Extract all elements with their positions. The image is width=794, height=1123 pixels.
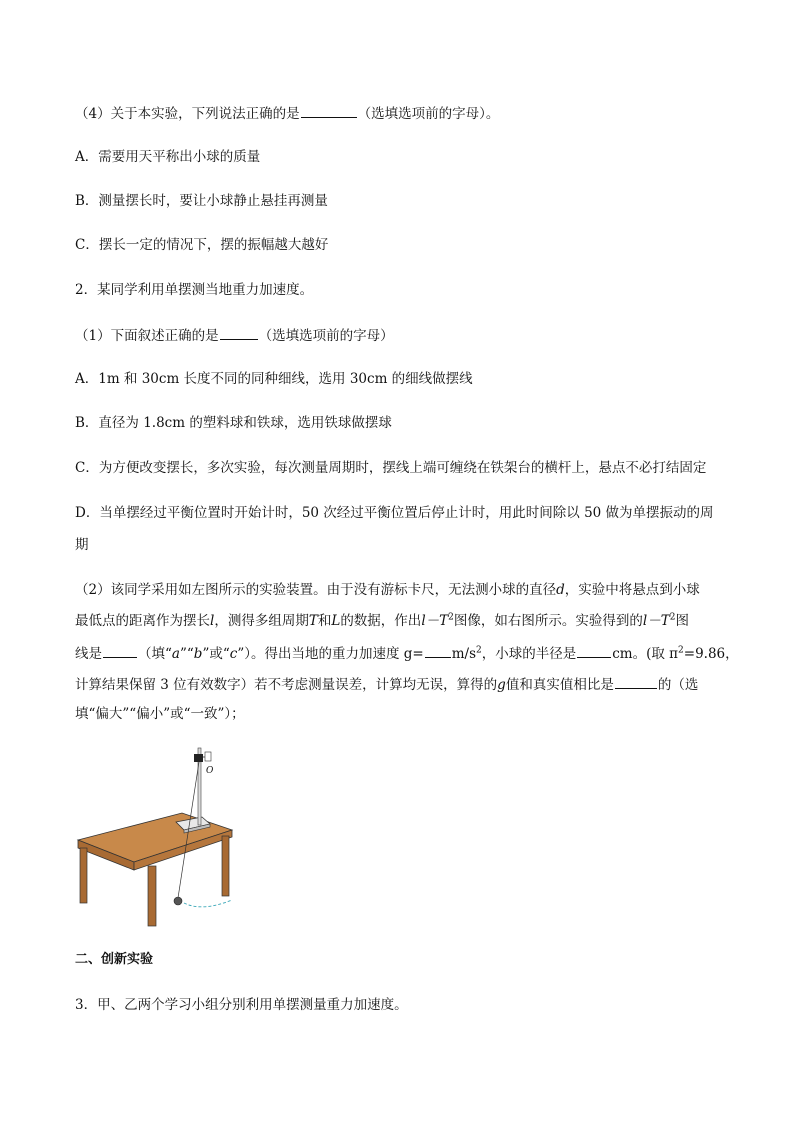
- clamp: [194, 754, 203, 762]
- text: 图: [675, 613, 689, 629]
- text: =9.86，: [683, 646, 739, 662]
- q2-p1-option-d-cont: 期: [75, 537, 89, 553]
- text: ，小球的半径是: [481, 646, 577, 662]
- q2-p1-option-b: B．直径为 1.8cm 的塑料球和铁球，选用铁球做摆球: [75, 415, 392, 431]
- text: cm。(取 π: [612, 646, 679, 662]
- text: （2）该同学采用如左图所示的实验装置。由于没有游标卡尺，无法测小球的直径: [75, 582, 557, 598]
- q2-p1-option-c: C．为方便改变摆长，多次实验，每次测量周期时，摆线上端可缠绕在铁架台的横杆上，悬点不必打结固定: [75, 460, 707, 476]
- text: m/s: [451, 646, 476, 662]
- q4-option-c: C．摆长一定的情况下，摆的振幅越大越好: [75, 237, 329, 253]
- text: 最低点的距离作为摆长: [75, 613, 210, 629]
- curve-answer-blank[interactable]: [103, 643, 137, 658]
- var-L: L: [331, 613, 341, 629]
- var-l: l: [210, 613, 215, 629]
- q2-p1-stem-text: （1）下面叙述正确的是: [75, 328, 219, 344]
- text: 的（选: [657, 677, 699, 693]
- text: 值和真实值相比是: [505, 677, 614, 693]
- table-leg: [222, 836, 229, 896]
- text: 的数据，作出: [340, 613, 422, 629]
- comparison-answer-blank[interactable]: [615, 674, 657, 689]
- var-T: T: [308, 613, 318, 629]
- q2-p1-stem: [75, 325, 394, 345]
- graph-label-2: l－T: [642, 613, 670, 629]
- q4-stem-text: （4）关于本实验，下列说法正确的是: [75, 106, 300, 122]
- var-a: a: [171, 646, 180, 662]
- q2-p1-stem-suffix: （选填选项前的字母）: [258, 328, 394, 344]
- text: （填“: [138, 646, 172, 662]
- text: 线是: [75, 646, 102, 662]
- text: ，测得多组周期: [214, 613, 309, 629]
- q2-p2-line5: 填“偏大”“偏小”或“一致”）；: [75, 706, 245, 722]
- sup: 2: [669, 612, 676, 623]
- q4-stem: [75, 103, 499, 123]
- q4-option-a: A．需要用天平称出小球的质量: [75, 149, 261, 165]
- text: ”“: [179, 646, 194, 662]
- text: ”或“: [202, 646, 230, 662]
- var-d: d: [556, 582, 565, 598]
- text: ”）。得出当地的重力加速度 g=: [237, 646, 424, 662]
- q3-title: 3．甲、乙两个学习小组分别利用单摆测量重力加速度。: [75, 997, 408, 1013]
- q2-p1-answer-blank[interactable]: [220, 325, 258, 340]
- q2-p2-line4: [75, 674, 698, 694]
- radius-answer-blank[interactable]: [577, 643, 611, 658]
- sup: 2: [678, 645, 684, 656]
- graph-label: l－T: [421, 613, 449, 629]
- pendulum-bob: [174, 897, 182, 905]
- q2-title: 2．某同学利用单摆测当地重力加速度。: [75, 282, 314, 298]
- var-b: b: [193, 646, 203, 662]
- q2-p1-option-a: A．1m 和 30cm 长度不同的同种细线，选用 30cm 的细线做摆线: [75, 371, 473, 387]
- q2-p2-line3: [75, 643, 739, 663]
- text: ，实验中将悬点到小球: [564, 582, 700, 598]
- q2-p1-option-d: D．当单摆经过平衡位置时开始计时，50 次经过平衡位置后停止计时，用此时间除以 50 做为单摆振动的周: [75, 505, 714, 521]
- q2-p2-line2: [75, 612, 689, 630]
- table-leg: [80, 848, 87, 903]
- table-leg: [148, 866, 156, 926]
- g-answer-blank[interactable]: [425, 643, 451, 658]
- sup: 2: [476, 645, 482, 656]
- point-o-label: O: [206, 766, 214, 776]
- clamp-screw: [205, 752, 211, 761]
- swing-path: [184, 900, 232, 907]
- sup: 2: [448, 612, 454, 623]
- q4-option-b: B．测量摆长时，要让小球静止悬挂再测量: [75, 193, 328, 209]
- text: 和: [317, 613, 332, 629]
- text: 图像，如右图所示。实验得到的: [453, 613, 643, 629]
- q2-p2-line1: [75, 581, 700, 599]
- q4-stem-suffix: （选填选项前的字母）。: [357, 106, 500, 122]
- text: 计算结果保留 3 位有效数字）若不考虑测量误差，计算均无误，算得的: [75, 677, 498, 693]
- section-heading: 二、创新实验: [75, 952, 154, 967]
- var-g: g: [497, 677, 506, 693]
- q4-answer-blank[interactable]: [301, 103, 357, 118]
- pendulum-apparatus-figure: [72, 740, 242, 930]
- var-c: c: [229, 646, 238, 662]
